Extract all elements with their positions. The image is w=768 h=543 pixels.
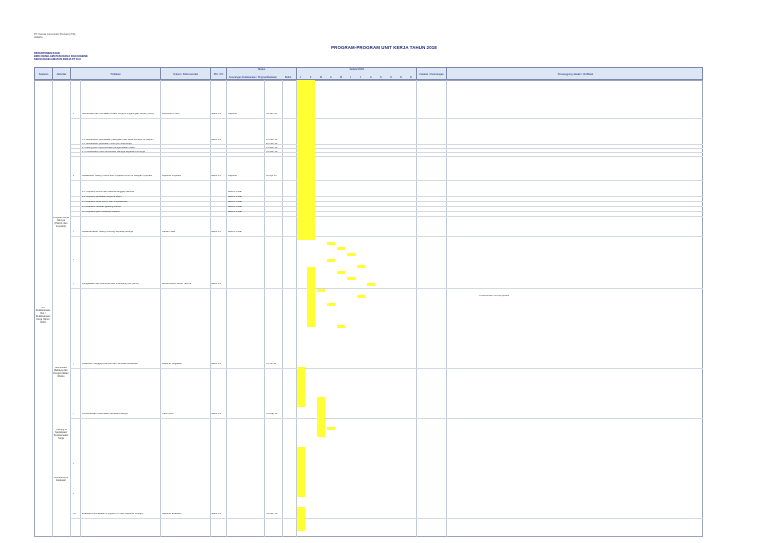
group-label-2: Identifikasi Bahaya dan Pengendalian Risiko bbox=[53, 367, 69, 378]
schedule-mark bbox=[337, 325, 345, 328]
month-header: D bbox=[410, 76, 412, 79]
col-output: Output / Dokumentasi bbox=[161, 68, 211, 81]
row-rule bbox=[70, 118, 703, 119]
row-tindakan: Identifikasi dan Penilaian Risiko Kerja di lingkungan Kerja (HIRA) bbox=[82, 113, 154, 115]
row-tindakan: Pengadaan dan distribusi Alat Pelindung Diri (APD) bbox=[82, 283, 139, 285]
month-header: O bbox=[390, 76, 392, 79]
schedule-fill bbox=[307, 267, 315, 327]
row-date: 15 Feb 18 bbox=[266, 139, 278, 141]
row-rule bbox=[70, 518, 703, 519]
schedule-fill bbox=[297, 447, 305, 497]
row-number: 6 bbox=[73, 363, 75, 365]
col-aktivitas: Aktivitas bbox=[53, 68, 71, 81]
row-number: 7 bbox=[73, 413, 75, 415]
status-sub-progress: Keterangan Pelaksanaan / Progress bbox=[229, 76, 268, 79]
row-tindakan: 2.5 Inspeksi jalur evakuasi stasiun bbox=[82, 211, 120, 213]
row-realisasi: Belum mulai bbox=[228, 201, 242, 203]
row-tindakan: 1.2 Melakukan penilaian risiko per area kerja bbox=[82, 143, 132, 145]
row-output: Berita Acara Serah Terima bbox=[162, 283, 192, 285]
row-date: 31 Jul 18 bbox=[266, 363, 277, 365]
schedule-mark bbox=[367, 283, 375, 286]
row-number: 9 bbox=[73, 493, 75, 495]
row-rule bbox=[70, 288, 703, 289]
department-line-2: BIRO KESELAMATAN KERJA DAN HIGIENE bbox=[34, 55, 88, 58]
row-number: 1 bbox=[73, 113, 75, 115]
schedule-mark bbox=[347, 253, 355, 256]
schedule-mark bbox=[327, 427, 335, 430]
month-header: A bbox=[370, 76, 372, 79]
row-date: 30 Apr 18 bbox=[266, 175, 277, 177]
sasaran-label-1: K3 Pelaksanaan Rel / Pelaksanaan Kerja Tahun 2018 bbox=[35, 307, 51, 324]
month-header: S bbox=[380, 76, 382, 79]
row-output: Laporan Inspeksi bbox=[162, 175, 182, 177]
month-header: F bbox=[310, 76, 312, 79]
row-pic: Seksi K3 bbox=[211, 283, 221, 285]
row-number: 3 bbox=[73, 231, 75, 233]
group-label-1: Program kerja lainnya (Patrol, dan Inspeksi) bbox=[53, 217, 69, 228]
row-pic: Seksi K3 bbox=[211, 139, 221, 141]
row-realisasi: Laporan bbox=[228, 175, 238, 177]
row-pic: Seksi K3 bbox=[211, 413, 221, 415]
schedule-mark bbox=[317, 289, 325, 292]
row-number: 8 bbox=[73, 463, 75, 465]
program-table bbox=[34, 67, 703, 537]
company-line-1: PT. Kereta Commuter (Persero) Tbk bbox=[34, 33, 76, 36]
schedule-mark bbox=[337, 247, 345, 250]
row-realisasi: Belum mulai bbox=[228, 191, 242, 193]
row-tindakan: 2.1 Inspeksi APAR dan sarana tanggap darurat bbox=[82, 191, 135, 193]
row-tindakan: Pelatihan Tanggap Darurat dan Simulasi Evakuasi bbox=[82, 363, 138, 365]
row-rule bbox=[70, 156, 703, 157]
row-rule bbox=[70, 236, 703, 237]
month-header: J bbox=[360, 76, 362, 79]
company-line-2: Jakarta bbox=[34, 36, 43, 39]
month-header: M bbox=[320, 76, 322, 79]
row-tindakan: 1.3 Menyusun rekomendasi pengendalian risiko bbox=[82, 147, 135, 149]
group-label-4: Monitoring & Evaluasi bbox=[53, 477, 69, 482]
row-rule bbox=[70, 180, 703, 181]
row-tindakan: 2.4 Inspeksi fasilitas gedung kantor bbox=[82, 206, 122, 208]
row-realisasi: Belum mulai bbox=[228, 196, 242, 198]
row-rule bbox=[70, 196, 703, 197]
row-output: Daftar Hadir bbox=[162, 231, 176, 233]
row-realisasi: Belum mulai bbox=[228, 206, 242, 208]
row-pic: Seksi K3 bbox=[211, 231, 221, 233]
row-tindakan: 2.2 Inspeksi peralatan kerja di depo bbox=[82, 196, 122, 198]
month-header: N bbox=[400, 76, 402, 79]
row-number: 4 bbox=[73, 259, 75, 261]
department-line-1: DEPARTEMEN K3HR bbox=[34, 52, 60, 55]
row-tindakan: Evaluasi Pencapaian Program K3 dan Laporan Kinerja bbox=[82, 513, 143, 515]
jadwal-heading: Jadwal 2018 bbox=[349, 68, 364, 71]
row-date: 31 Aug 18 bbox=[266, 413, 278, 415]
schedule-fill bbox=[297, 367, 305, 407]
row-output: Laporan Kegiatan bbox=[162, 363, 182, 365]
month-header: J bbox=[300, 76, 302, 79]
col-penanggung: Penanggung Jawab / Verifikasi bbox=[557, 73, 594, 76]
month-header: J bbox=[350, 76, 352, 79]
status-heading: Status bbox=[257, 68, 266, 71]
col-sasaran: Sasaran bbox=[35, 68, 53, 81]
row-rule bbox=[70, 216, 703, 217]
page-title: PROGRAM-PROGRAM UNIT KERJA TAHUN 2018 bbox=[331, 45, 437, 50]
col-pic: PIC / PJ bbox=[211, 68, 227, 81]
schedule-mark bbox=[357, 265, 365, 268]
row-rule bbox=[70, 211, 703, 212]
row-date: 15 Mar 18 bbox=[266, 147, 278, 149]
group-label-3: Training & Sosialisasi Keselamatan Kerja bbox=[53, 429, 69, 440]
col-keterangan: Catatan / Keterangan bbox=[417, 68, 447, 81]
company-name bbox=[34, 33, 75, 39]
row-rule bbox=[70, 148, 703, 149]
row-pic: Seksi K3 bbox=[211, 363, 221, 365]
row-number: 10 bbox=[73, 513, 76, 515]
row-tindakan: 2.3 Inspeksi area peron dan emplasemen bbox=[82, 201, 129, 203]
row-number: 5 bbox=[73, 283, 75, 285]
schedule-mark bbox=[337, 271, 345, 274]
schedule-mark bbox=[327, 242, 335, 245]
schedule-mark bbox=[317, 417, 325, 420]
row-output: Laporan Evaluasi bbox=[162, 513, 182, 515]
legend-note: Pelaksanaan sesuai jadwal bbox=[479, 295, 510, 297]
schedule-mark bbox=[357, 295, 365, 298]
row-tindakan: 1.1 Melakukan pendataan pekerjaan dan area berisiko di stasiun bbox=[82, 139, 154, 141]
department-block bbox=[34, 52, 88, 61]
col-tindakan: Tindakan bbox=[71, 68, 161, 81]
department-line-3: SEKSI KESELAMATAN KERJA PT KAI bbox=[34, 58, 81, 61]
month-header: M bbox=[340, 76, 342, 79]
status-sub-realisasi: Realisasi bbox=[267, 76, 277, 79]
row-rule bbox=[70, 418, 703, 419]
schedule-fill bbox=[297, 507, 305, 531]
table-header bbox=[34, 67, 703, 80]
row-tindakan: 1.4 Sosialisasi hasil identifikasi bahaya kepada unit kerja bbox=[82, 151, 145, 153]
row-date: 31 Dec 18 bbox=[266, 513, 278, 515]
row-output: Dokumen HIRA bbox=[162, 113, 180, 115]
row-tindakan: Melakukan Safety Patrol dan Inspeksi Rutin di Wilayah Operasi bbox=[82, 175, 153, 177]
schedule-mark bbox=[347, 277, 355, 280]
row-tindakan: Melaksanakan Safety Briefing kepada pekerja bbox=[82, 231, 133, 233]
row-rule bbox=[70, 152, 703, 153]
row-realisasi: Belum mulai bbox=[228, 211, 242, 213]
row-date: 28 Feb 18 bbox=[266, 143, 278, 145]
col-divider bbox=[52, 80, 53, 537]
row-pic: Seksi K3 bbox=[211, 113, 221, 115]
row-pic: Seksi K3 bbox=[211, 175, 221, 177]
row-date: 31 Jan 18 bbox=[266, 113, 277, 115]
row-realisasi: Belum mulai bbox=[228, 231, 242, 233]
schedule-mark bbox=[327, 303, 335, 306]
row-tindakan: Pemeriksaan Kesehatan Berkala Pekerja bbox=[82, 413, 128, 415]
row-rule bbox=[70, 144, 703, 145]
row-realisasi: Laporan bbox=[228, 113, 238, 115]
month-header: A bbox=[330, 76, 332, 79]
schedule-mark bbox=[327, 259, 335, 262]
row-output: Hasil MCU bbox=[162, 413, 174, 415]
row-rule bbox=[70, 368, 703, 369]
row-rule bbox=[70, 201, 703, 202]
row-pic: Seksi K3 bbox=[211, 513, 221, 515]
schedule-fill bbox=[297, 80, 315, 240]
row-rule bbox=[70, 206, 703, 207]
row-date: 31 Mar 18 bbox=[266, 151, 278, 153]
status-sub-bobot: Bobot bbox=[285, 76, 292, 79]
row-number: 2 bbox=[73, 175, 75, 177]
